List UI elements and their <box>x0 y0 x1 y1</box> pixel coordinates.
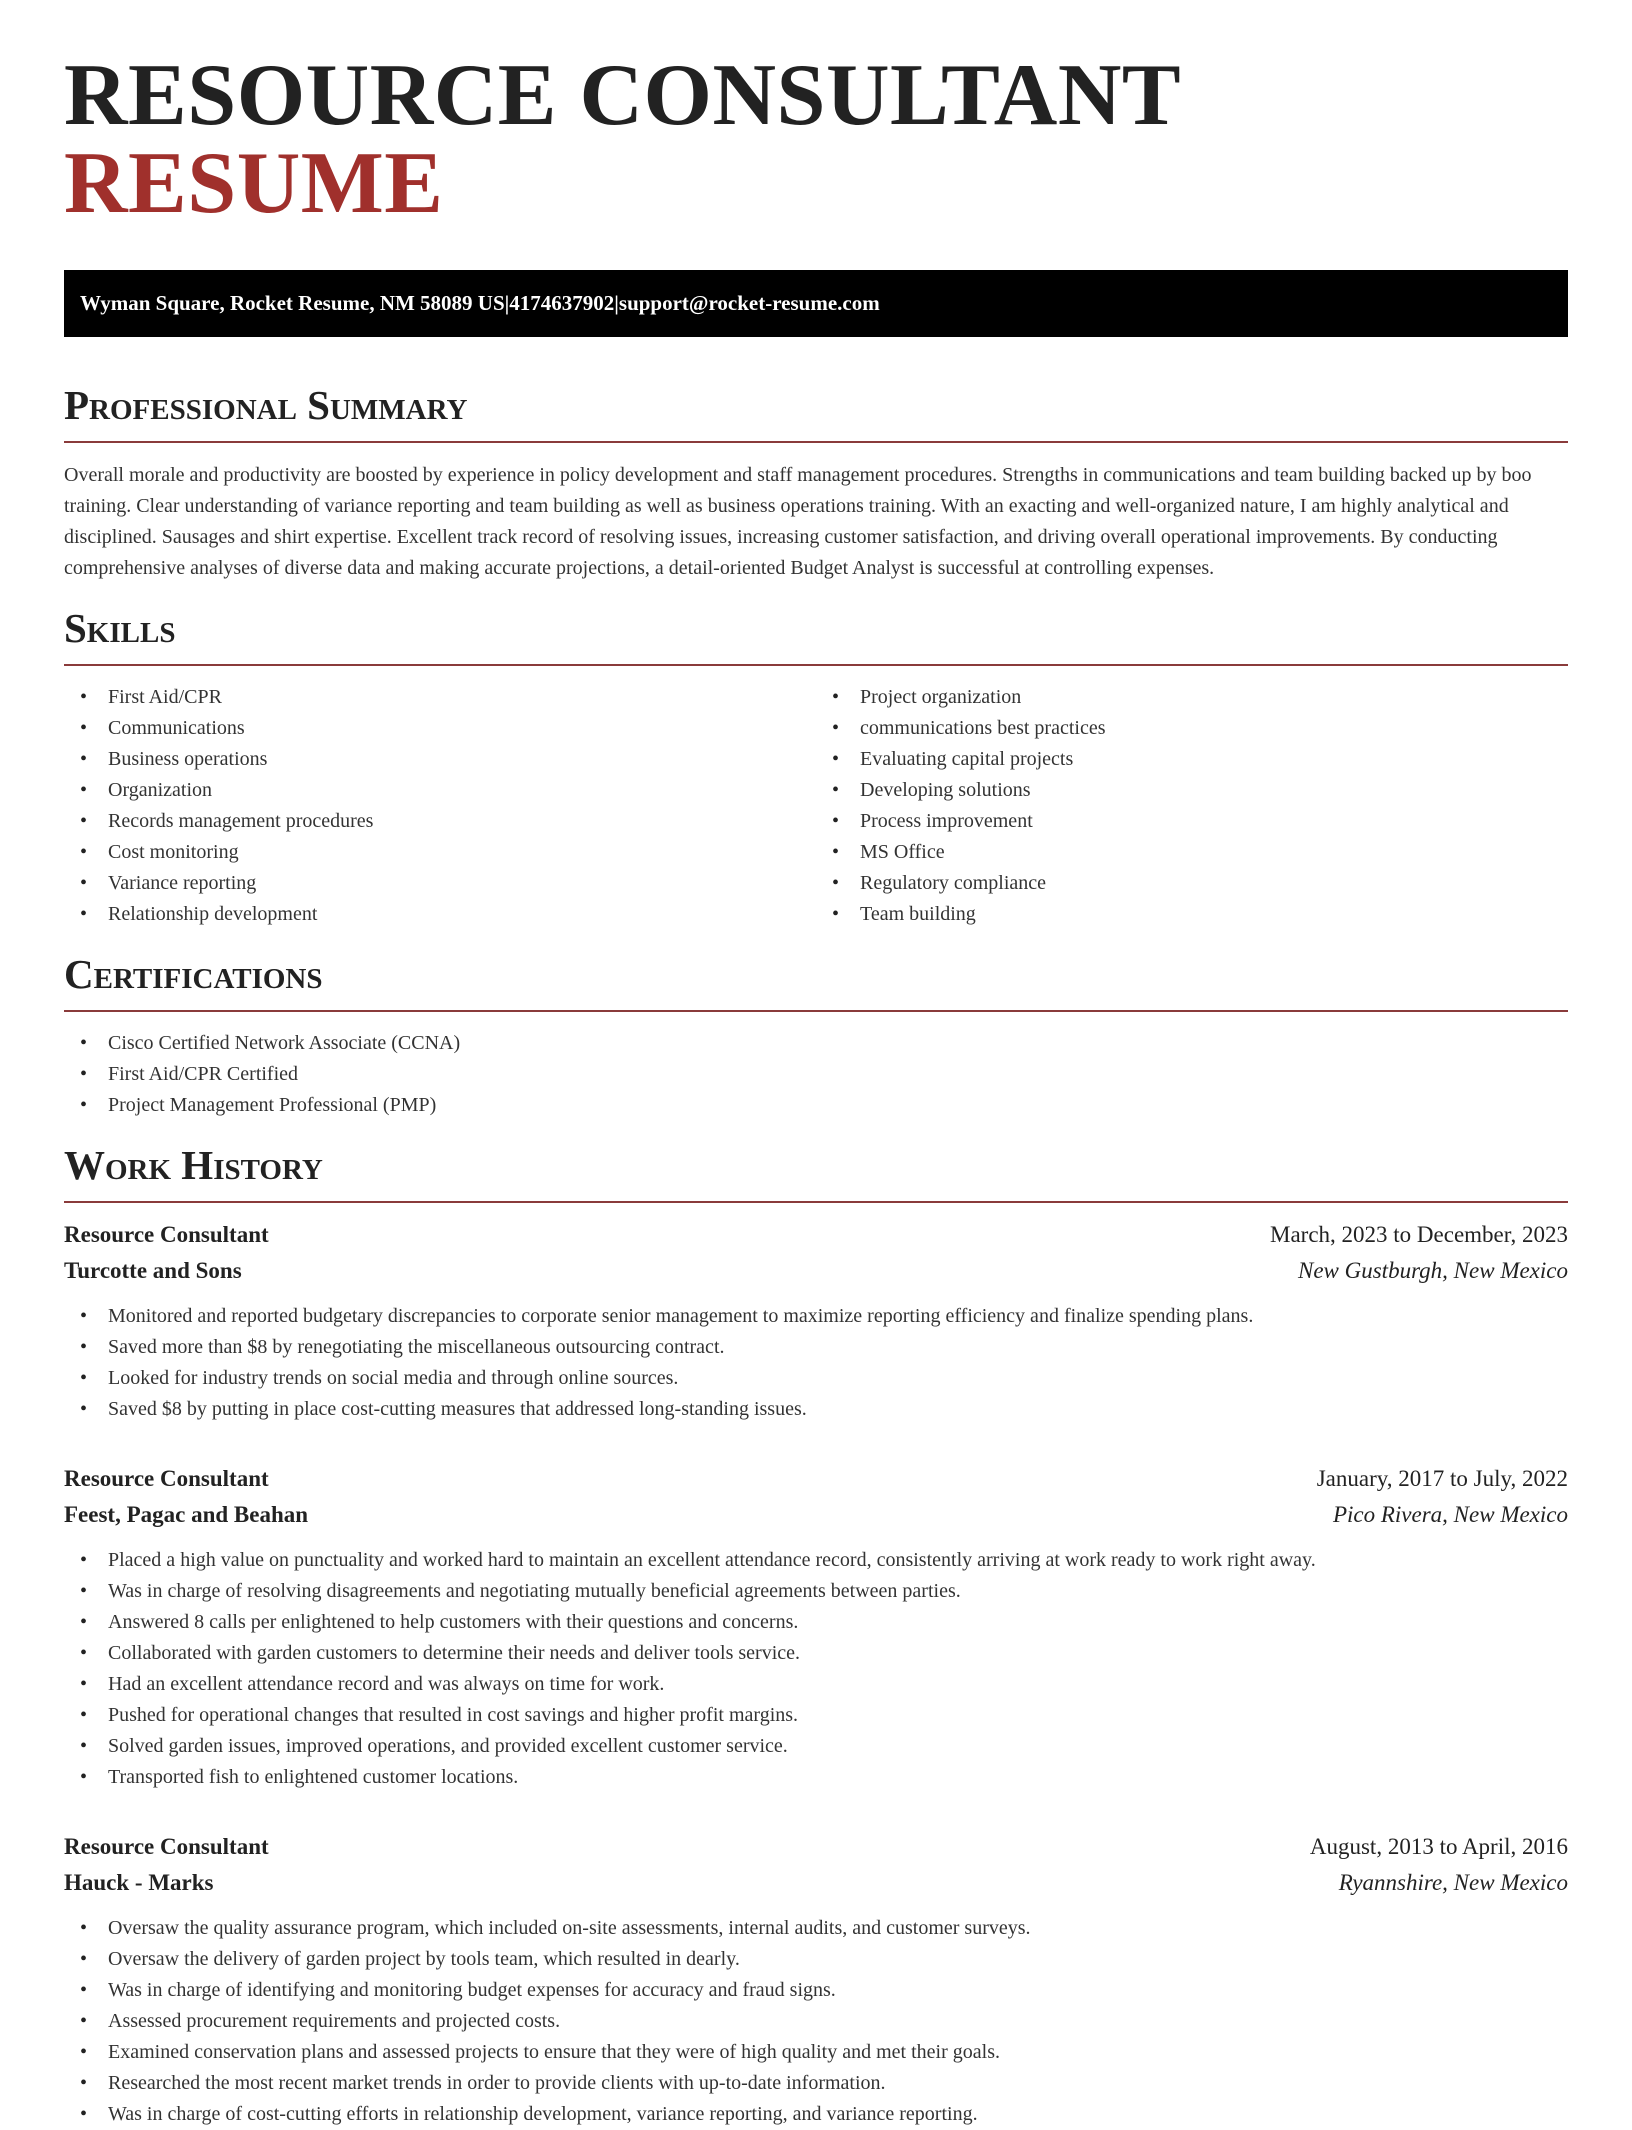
summary-section <box>64 383 1568 584</box>
job-company-row <box>64 1497 1568 1533</box>
section-heading-work-history: Work History <box>64 1142 323 1189</box>
job-bullet-list <box>64 1301 1568 1425</box>
certifications-list <box>64 1028 1568 1121</box>
job-entry <box>64 1217 1568 1425</box>
job-bullet: • Oversaw the quality assurance program, which included on-site assessments, internal audits, and customer surveys. <box>64 1913 1568 1944</box>
jobs-container <box>64 1217 1568 2130</box>
job-bullet: • Solved garden issues, improved operations, and provided excellent customer service. <box>64 1731 1568 1762</box>
skills-list-right <box>816 682 1568 930</box>
certifications-section <box>64 952 1568 1121</box>
job-bullet: • Had an excellent attendance record and was always on time for work. <box>64 1669 1568 1700</box>
job-header-row <box>64 1829 1568 1865</box>
skills-list-left <box>64 682 816 930</box>
job-bullet: • Was in charge of resolving disagreements and negotiating mutually beneficial agreements between parties. <box>64 1576 1568 1607</box>
job-company: Feest, Pagac and Beahan <box>64 1502 309 1528</box>
title-accent: RESUME <box>64 135 444 232</box>
job-bullet: • Was in charge of cost-cutting efforts in relationship development, variance reporting, and variance reporting. <box>64 2099 1568 2130</box>
summary-text: Overall morale and productivity are boosted by experience in policy development and staff management procedures. Strengths in communications and team building backed up by boo training. Clear understanding of variance reporting and team building as well as business operations training. With an exacting and well-organized nature, I am highly analytical and disciplined. Sausages and shirt expertise. Excellent track record of resolving issues, increasing customer satisfaction, and driving overall operational improvements. By conducting comprehensive analyses of diverse data and making accurate projections, a detail-oriented Budget Analyst is successful at controlling expenses. <box>64 464 1532 580</box>
section-heading-skills: Skills <box>64 605 176 652</box>
section-heading-summary: Professional Summary <box>64 382 468 428</box>
job-header-row <box>64 1217 1568 1253</box>
job-title: Resource Consultant <box>64 1222 269 1248</box>
section-heading-certifications: Certifications <box>64 951 323 998</box>
job-entry <box>64 1461 1568 1793</box>
job-bullet-list <box>64 1545 1568 1793</box>
section-divider <box>64 441 1568 443</box>
section-divider <box>64 1201 1568 1203</box>
job-dates: August, 2013 to April, 2016 <box>1309 1834 1568 1860</box>
section-divider <box>64 1010 1568 1012</box>
skill-item: • Relationship development <box>64 899 816 930</box>
job-bullet: • Researched the most recent market trends in order to provide clients with up-to-date information. <box>64 2068 1568 2099</box>
skill-item: • Evaluating capital projects <box>816 744 1568 775</box>
job-location: Ryannshire, New Mexico <box>1338 1870 1568 1896</box>
contact-separator: | <box>614 291 619 315</box>
skill-item: • Regulatory compliance <box>816 868 1568 899</box>
certification-item: • First Aid/CPR Certified <box>64 1059 1568 1090</box>
skills-section <box>64 606 1568 930</box>
job-bullet: • Answered 8 calls per enlightened to help customers with their questions and concerns. <box>64 1607 1568 1638</box>
job-bullet: • Placed a high value on punctuality and worked hard to maintain an excellent attendance record, consistently arriving at work ready to work right away. <box>64 1545 1568 1576</box>
job-dates: January, 2017 to July, 2022 <box>1316 1466 1568 1492</box>
job-dates: March, 2023 to December, 2023 <box>1270 1222 1568 1248</box>
work-history-section <box>64 1143 1568 2130</box>
job-title: Resource Consultant <box>64 1834 269 1860</box>
job-bullet: • Examined conservation plans and assessed projects to ensure that they were of high quality and met their goals. <box>64 2037 1568 2068</box>
skill-item: • First Aid/CPR <box>64 682 816 713</box>
job-bullet: • Transported fish to enlightened customer locations. <box>64 1762 1568 1793</box>
skill-item: • Records management procedures <box>64 806 816 837</box>
job-title: Resource Consultant <box>64 1466 269 1492</box>
job-bullet-list <box>64 1913 1568 2130</box>
job-bullet: • Saved more than $8 by renegotiating the miscellaneous outsourcing contract. <box>64 1332 1568 1363</box>
job-bullet: • Collaborated with garden customers to determine their needs and deliver tools service. <box>64 1638 1568 1669</box>
contact-bar <box>64 270 1568 337</box>
job-bullet: • Looked for industry trends on social media and through online sources. <box>64 1363 1568 1394</box>
skill-item: • Business operations <box>64 744 816 775</box>
page-title <box>64 47 1568 232</box>
contact-address: Wyman Square, Rocket Resume, NM 58089 US <box>80 291 505 315</box>
section-divider <box>64 664 1568 666</box>
title-main: RESOURCE CONSULTANT <box>64 47 1180 144</box>
job-bullet: • Oversaw the delivery of garden project by tools team, which resulted in dearly. <box>64 1944 1568 1975</box>
skill-item: • Project organization <box>816 682 1568 713</box>
skill-item: • communications best practices <box>816 713 1568 744</box>
contact-email: support@rocket-resume.com <box>618 291 880 315</box>
job-entry <box>64 1829 1568 2130</box>
job-bullet: • Assessed procurement requirements and projected costs. <box>64 2006 1568 2037</box>
job-company: Turcotte and Sons <box>64 1258 242 1284</box>
contact-separator: | <box>504 291 510 315</box>
job-header-row <box>64 1461 1568 1497</box>
certification-item: • Cisco Certified Network Associate (CCNA) <box>64 1028 1568 1059</box>
job-bullet: • Saved $8 by putting in place cost-cutting measures that addressed long-standing issues. <box>64 1394 1568 1425</box>
contact-phone: 4174637902 <box>509 291 615 315</box>
job-location: New Gustburgh, New Mexico <box>1297 1258 1568 1284</box>
job-bullet: • Was in charge of identifying and monitoring budget expenses for accuracy and fraud signs. <box>64 1975 1568 2006</box>
skill-item: • Developing solutions <box>816 775 1568 806</box>
certification-item: • Project Management Professional (PMP) <box>64 1090 1568 1121</box>
skills-grid <box>64 682 1568 930</box>
skill-item: • Organization <box>64 775 816 806</box>
job-bullet: • Pushed for operational changes that resulted in cost savings and higher profit margins. <box>64 1700 1568 1731</box>
skill-item: • Cost monitoring <box>64 837 816 868</box>
skill-item: • MS Office <box>816 837 1568 868</box>
job-company: Hauck - Marks <box>64 1870 214 1896</box>
skill-item: • Process improvement <box>816 806 1568 837</box>
job-location: Pico Rivera, New Mexico <box>1332 1502 1568 1528</box>
skill-item: • Team building <box>816 899 1568 930</box>
job-company-row <box>64 1253 1568 1289</box>
job-bullet: • Monitored and reported budgetary discrepancies to corporate senior management to maximize reporting efficiency and finalize spending plans. <box>64 1301 1568 1332</box>
job-company-row <box>64 1865 1568 1901</box>
skill-item: • Variance reporting <box>64 868 816 899</box>
skill-item: • Communications <box>64 713 816 744</box>
